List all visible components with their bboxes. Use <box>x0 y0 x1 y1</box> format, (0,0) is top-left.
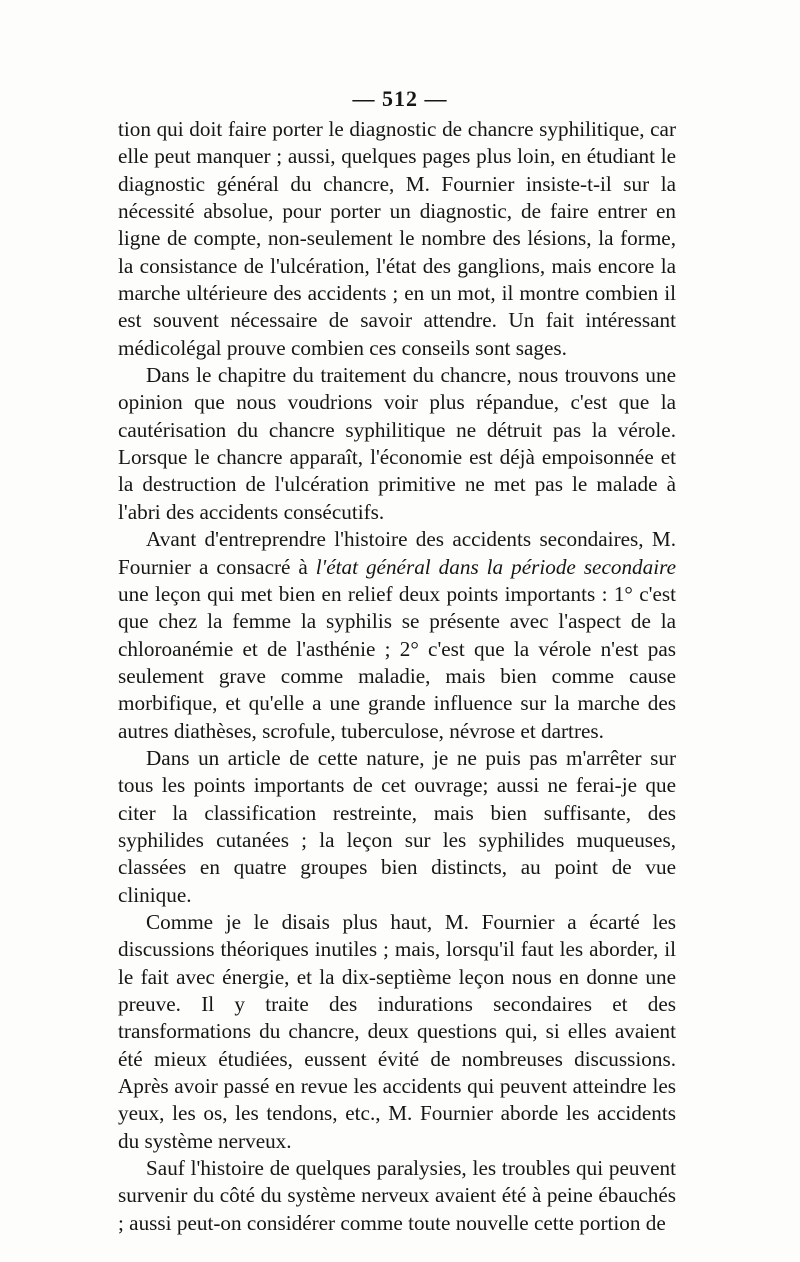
paragraph-1: tion qui doit faire porter le diagnostic de chancre syphilitique, car elle peut manquer ; aussi, quelques pages plus loin, en étudiant le diagnostic général du chancre, M. Fournier insiste-t-il sur la nécessité absolue, pour porter un diagnostic, de faire entrer en ligne de compte, non-seulement le nombre des lésions, la forme, la consistance de l'ulcération, l'état des ganglions, mais encore la marche ultérieure des accidents ; en un mot, il montre combien il est souvent nécessaire de savoir attendre. Un fait intéressant médicolégal prouve combien ces conseils sont sages. <box>118 117 676 360</box>
paragraph-4: Dans un article de cette nature, je ne puis pas m'arrêter sur tous les points importants de cet ouvrage; aussi ne ferai-je que citer la classification restreinte, mais bien suffisante, des syphilides cutanées ; la leçon sur les syphilides muqueuses, classées en quatre groupes bien distincts, au point de vue clinique. <box>118 745 676 907</box>
page-number: — 512 — <box>352 86 448 111</box>
paragraph-5: Comme je le disais plus haut, M. Fournier a écarté les discussions théoriques inutiles ; mais, lorsqu'il faut les aborder, il le fait avec énergie, et la dix-septième leçon nous en donne une preuve. Il y traite des indurations secondaires et des transformations du chancre, deux questions qui, si elles avaient été mieux étudiées, eussent évité de nombreuses discussions. Après avoir passé en revue les accidents qui peuvent atteindre les yeux, les os, les tendons, etc., M. Fournier aborde les accidents du système nerveux. <box>118 909 676 1153</box>
italic-phrase: l'état général dans la période secondaire <box>315 554 676 579</box>
paragraph-3-end: une leçon qui met bien en relief deux points importants : 1° c'est que chez la femme la syphilis se présente avec l'aspect de la chloroanémie et de l'asthénie ; 2° c'est que la vérole n'est pas seulement grave comme maladie, mais bien comme cause morbifique, et qu'elle a une grande influence sur la marche des autres diathèses, scrofule, tuberculose, névrose et dartres. <box>118 581 676 743</box>
paragraph-2: Dans le chapitre du traitement du chancre, nous trouvons une opinion que nous voudrions voir plus répandue, c'est que la cautérisation du chancre syphilitique ne détruit pas la vérole. Lorsque le chancre apparaît, l'économie est déjà empoisonnée et la destruction de l'ulcération primitive ne met pas le malade à l'abri des accidents consécutifs. <box>118 363 676 524</box>
paragraph-3-start: Avant d'entreprendre l'histoire des accidents secondaires, M. Fournier a consacré à <box>118 527 676 579</box>
body-text <box>118 116 676 1237</box>
paragraph-6: Sauf l'histoire de quelques paralysies, les troubles qui peuvent survenir du côté du système nerveux avaient été à peine ébauchés ; aussi peut-on considérer comme toute nouvelle cette portion de <box>118 1156 676 1235</box>
paragraph-3 <box>118 526 676 745</box>
